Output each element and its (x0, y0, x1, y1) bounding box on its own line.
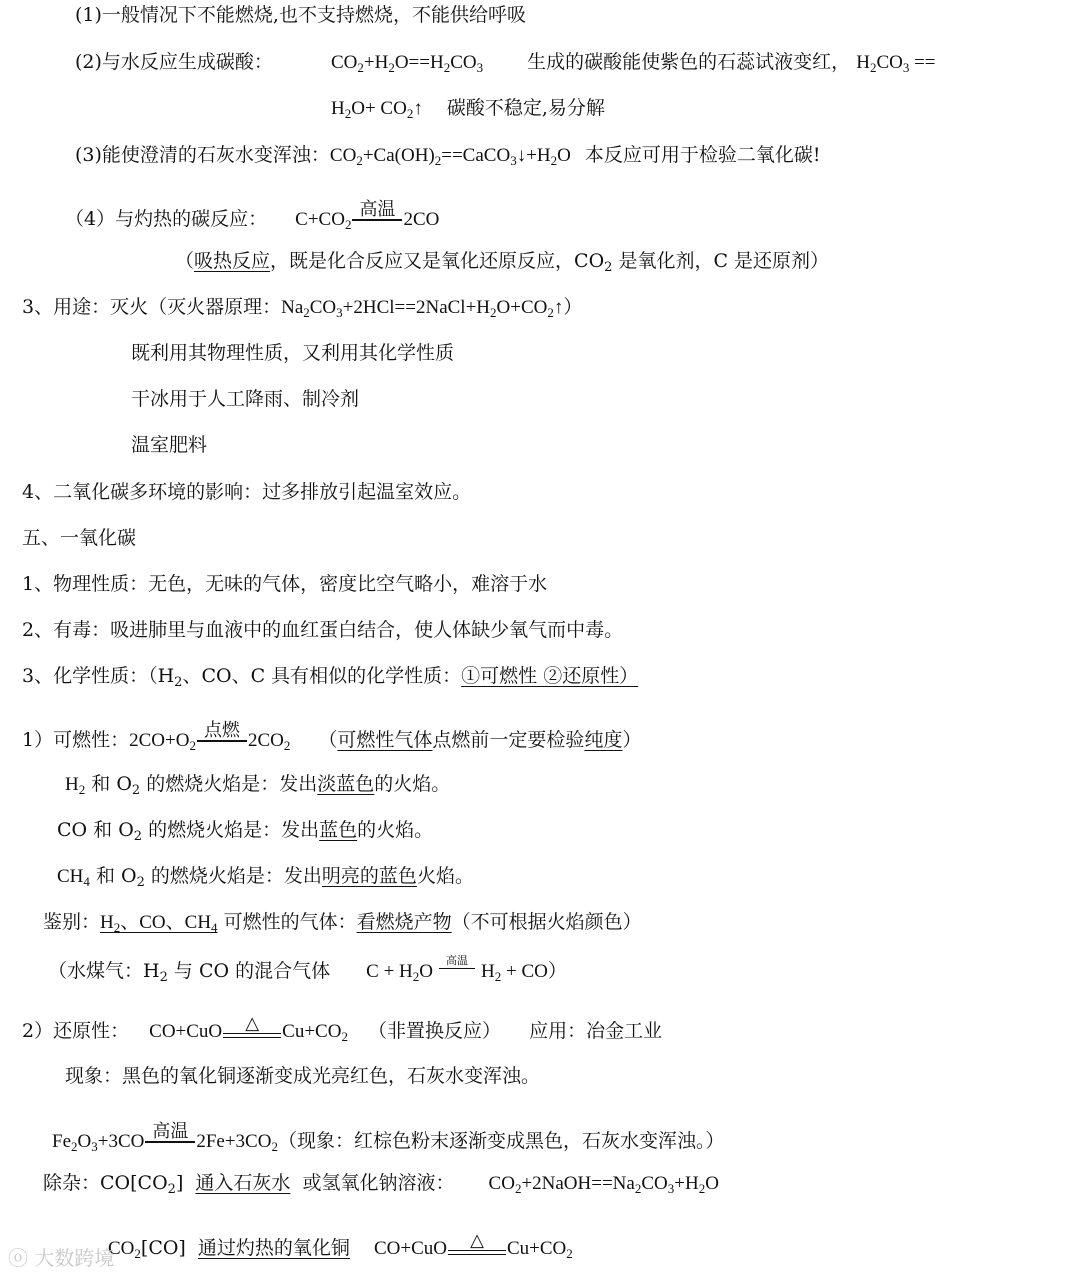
section-title-co: 五、一氧化碳 (22, 527, 137, 549)
eq-fe2o3-co: $Fe_2O_3+3CO$ 高温 $2Fe+3CO_2$ (52, 1121, 278, 1154)
eq-extinguisher: $Na_2CO_3+2HCl==2NaCl+H_2O+CO_2↑$） (281, 297, 583, 320)
eq-limewater: $CO_2+Ca(OH)_2==CaCO_3↓+H_2O$ (329, 145, 571, 168)
co2-uses: 3、用途：灭火（灭火器原理：$Na_2CO_3+2HCl==2NaCl+H_2O+CO_2↑$） (22, 296, 583, 320)
eq-co-combustion: $2CO+O_2$ 点燃 $2CO_2$ (129, 720, 291, 753)
eq-co2-water: $CO_2+H_2O==H_2CO_3$ (330, 52, 484, 75)
watermark: ⓞ 大数跨境 (8, 1246, 115, 1270)
water-gas: （水煤气：$H_2$ 与 CO 的混合气体 $C + H_2O$ 高温 $H_2 + CO$） (48, 955, 567, 985)
flame-h2: $H_2$ 和 $O_2$ 的燃烧火焰是：发出淡蓝色的火焰。 (65, 773, 451, 798)
iron-reduction: $Fe_2O_3+3CO$ 高温 $2Fe+3CO_2$（现象：红棕色粉末逐渐变成黑色，石灰水变浑浊。） (52, 1121, 725, 1154)
co-physical: 1、物理性质：无色，无味的气体，密度比空气略小，难溶于水 (22, 573, 548, 595)
co2-uses-1: 既利用其物理性质，又利用其化学性质 (131, 342, 455, 364)
co-reducibility: 2）还原性： CO+CuO △ $Cu+CO_2$ （非置换反应） 应用：冶金工业 (22, 1013, 663, 1044)
eq-co2-carbon: $C+CO_2$ 高温 2CO (295, 199, 440, 232)
condition-heat-2: △ (448, 1231, 506, 1260)
reduction-phenomenon: 现象：黑色的氧化铜逐渐变成光亮红色，石灰水变浑浊。 (65, 1065, 541, 1087)
condition-ignite: 点燃 (197, 721, 247, 748)
condition-high-temp-small: 高温 (439, 955, 475, 975)
co-toxicity: 2、有毒：吸进肺里与血液中的血红蛋白结合，使人体缺少氧气而中毒。 (22, 619, 624, 641)
purify-co: 除杂：$CO[CO_2]$ 通入石灰水 或氢氧化钠溶液： $CO_2+2NaOH==Na_2CO_3+H_2O$ (43, 1172, 719, 1197)
co2-property-2: (2)与水反应生成碳酸： $CO_2+H_2O==H_2CO_3$ 生成的碳酸能使紫色的石蕊试液变红， $H_2CO_3$ == (75, 51, 936, 75)
eq-carbonic-decomp: $H_2CO_3$ == (856, 52, 936, 75)
condition-heat: △ (223, 1014, 281, 1043)
co2-property-2-cont: $H_2O+$ $CO_2↑$ 碳酸不稳定,易分解 (331, 97, 605, 121)
eq-naoh: $CO_2+2NaOH==Na_2CO_3+H_2O$ (488, 1173, 719, 1196)
co2-uses-2: 干冰用于人工降雨、制冷剂 (131, 388, 360, 410)
co-chemical: 3、化学性质：（$H_2$、CO、C 具有相似的化学性质：①可燃性 ②还原性） (22, 665, 639, 690)
eq-co-cuo-2: CO+CuO △ $Cu+CO_2$ (373, 1230, 573, 1261)
eq-water-gas: $C + H_2O$ 高温 $H_2 + CO$） (366, 955, 567, 984)
co2-property-4: （4）与灼热的碳反应： $C+CO_2$ 高温 2CO (65, 199, 440, 232)
condition-high-temp-2: 高温 (145, 1122, 195, 1149)
co-combustibility: 1）可燃性：$2CO+O_2$ 点燃 $2CO_2$ （可燃性气体点燃前一定要检验纯度） (22, 720, 642, 753)
condition-high-temp: 高温 (352, 200, 402, 227)
co2-environment: 4、二氧化碳多环境的影响：过多排放引起温室效应。 (22, 481, 472, 503)
co2-property-4-note: （吸热反应，既是化合反应又是氧化还原反应，$CO_2$ 是氧化剂，C 是还原剂） (175, 250, 830, 275)
co2-uses-3: 温室肥料 (131, 434, 208, 456)
co2-property-3: (3)能使澄清的石灰水变浑浊：$CO_2+Ca(OH)_2==CaCO_3↓+H_2O$ 本反应可用于检验二氧化碳! (75, 144, 821, 168)
watermark-logo-icon: ⓞ (8, 1246, 28, 1270)
eq-co-cuo: CO+CuO △ $Cu+CO_2$ (149, 1013, 348, 1044)
flame-ch4: $CH_4$ 和 $O_2$ 的燃烧火焰是：发出明亮的蓝色火焰。 (57, 865, 474, 890)
gases-list: $H_2$、CO、$CH_4$ (100, 912, 218, 935)
identification: 鉴别：$H_2$、CO、$CH_4$ 可燃性的气体：看燃烧产物（不可根据火焰颜色） (43, 911, 642, 935)
co2-property-1: (1)一般情况下不能燃烧,也不支持燃烧，不能供给呼吸 (75, 4, 526, 26)
purify-co2: $CO_2[CO]$ 通过灼热的氧化铜 CO+CuO △ $Cu+CO_2$ (108, 1230, 573, 1261)
flame-co: CO 和 $O_2$ 的燃烧火焰是：发出蓝色的火焰。 (57, 819, 434, 844)
eq-carbonic-decomp-products: $H_2O+$ $CO_2↑$ (331, 98, 423, 121)
